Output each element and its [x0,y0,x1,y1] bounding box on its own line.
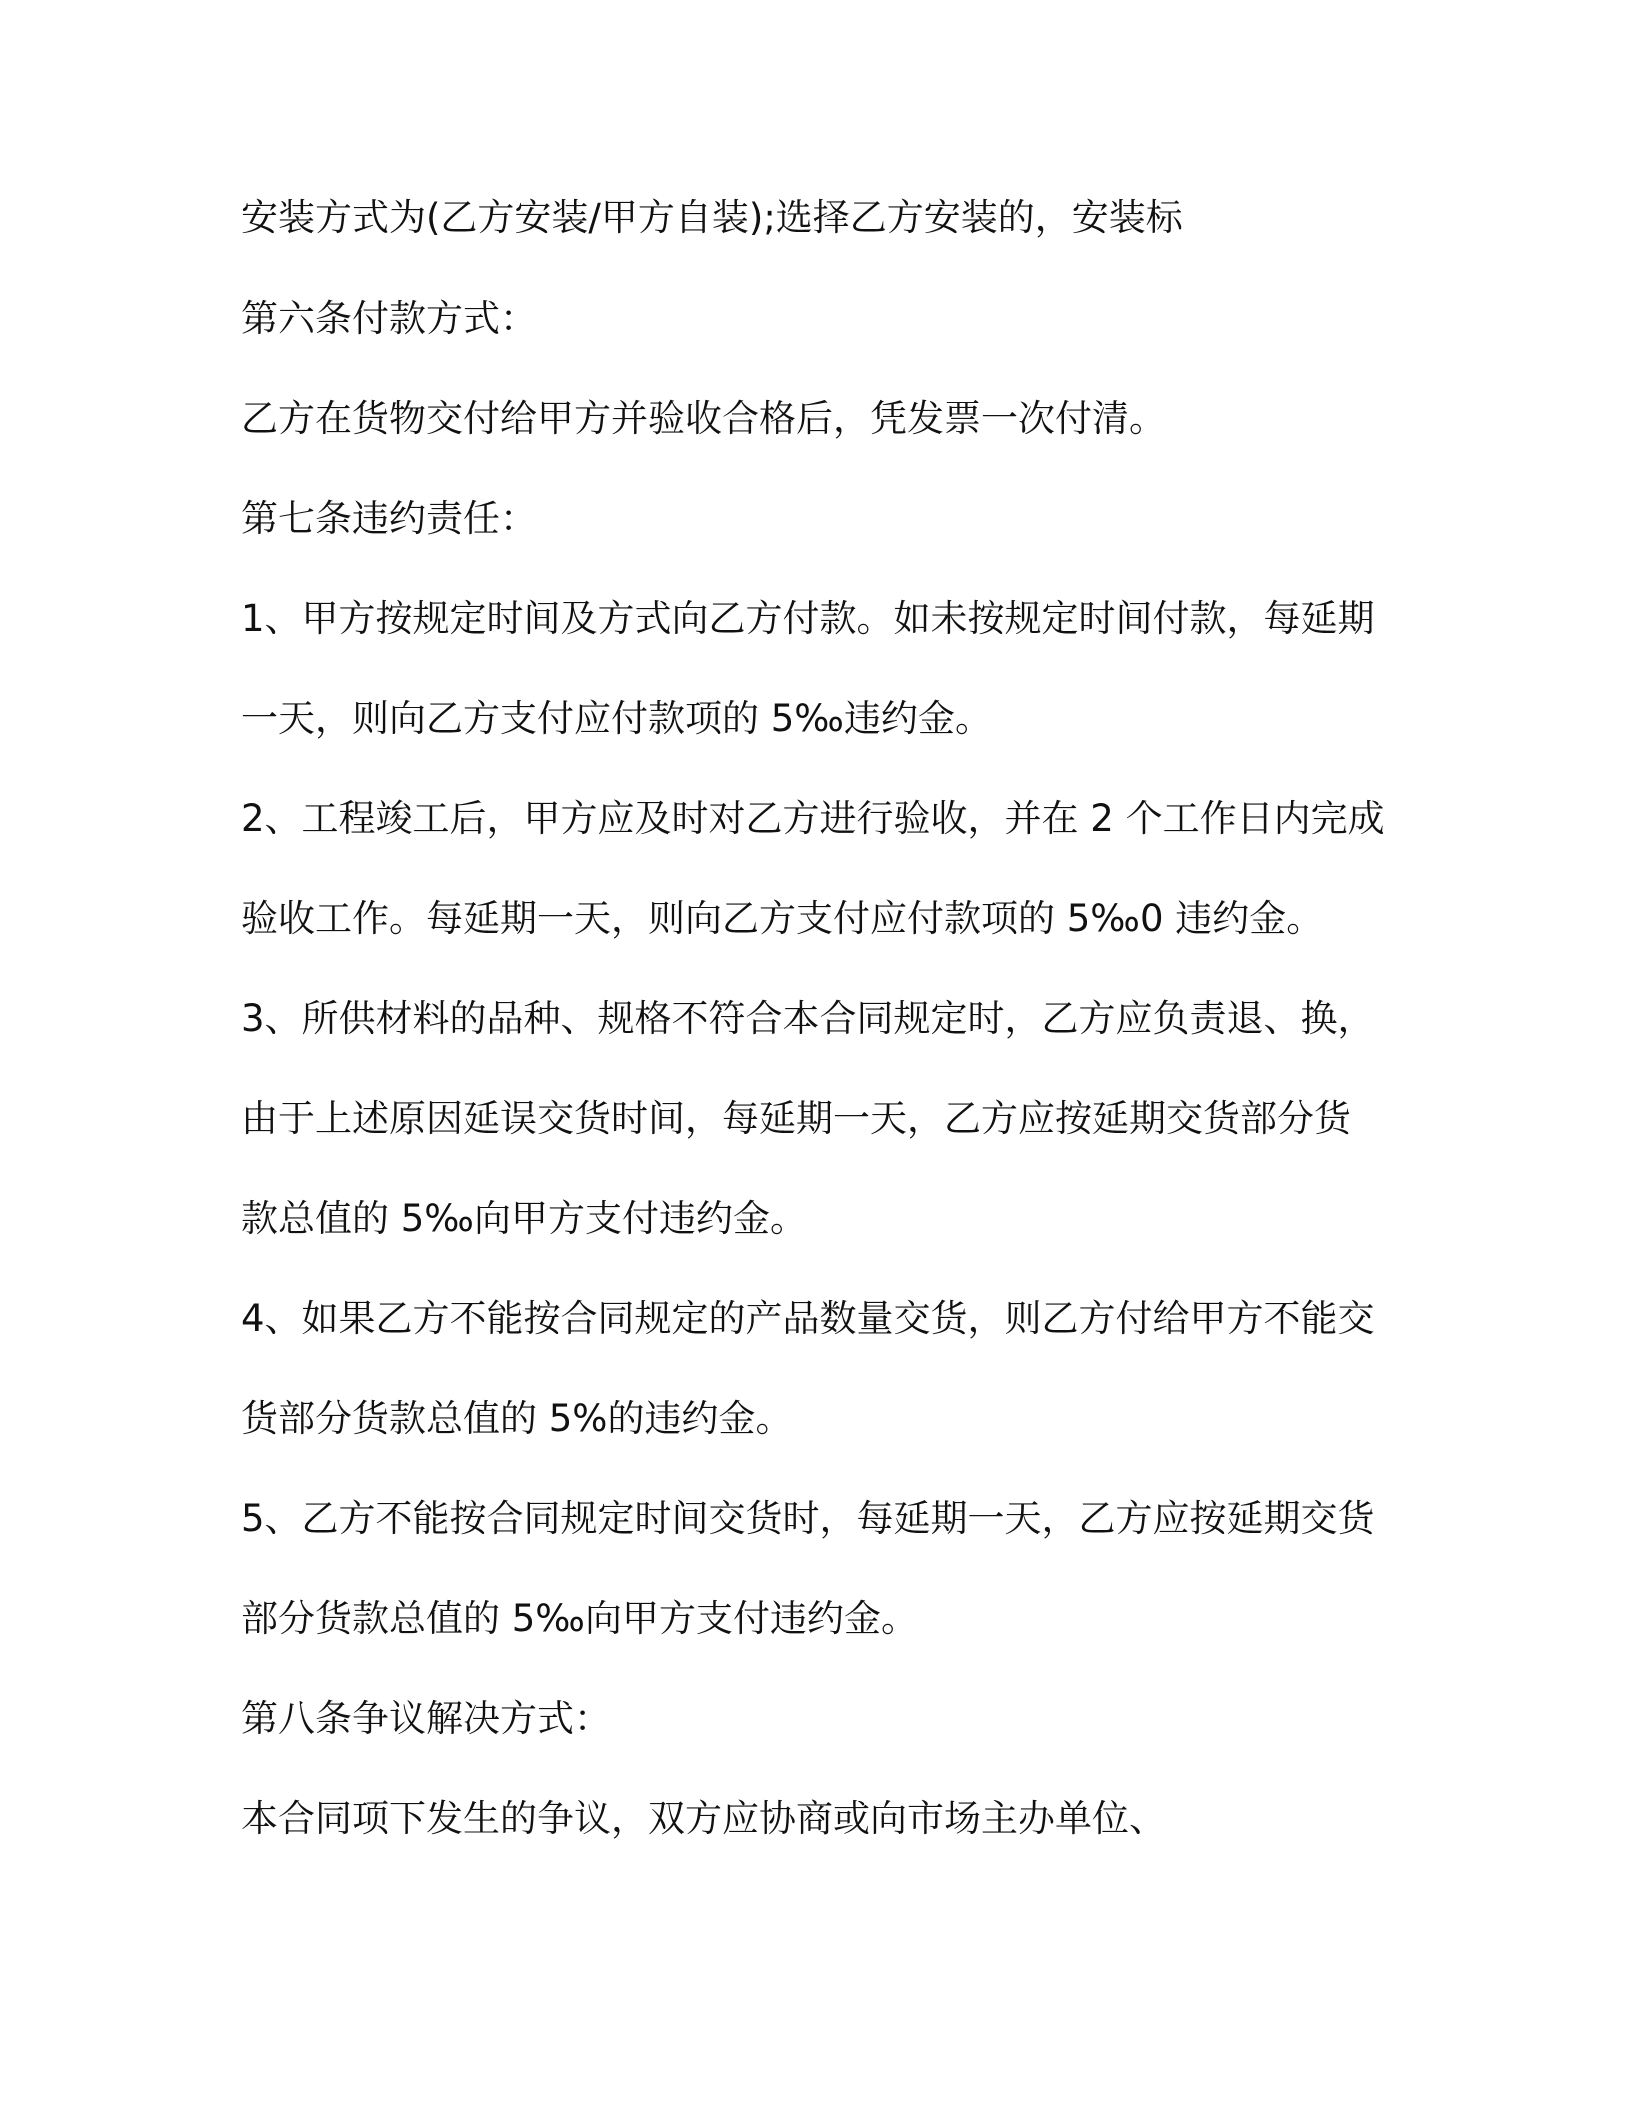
heading-article-7: 第七条违约责任： [241,497,537,540]
text-line-clause-4a: 4、如果乙方不能按合同规定的产品数量交货，则乙方付给甲方不能交 [241,1297,1375,1340]
heading-article-8: 第八条争议解决方式： [241,1697,611,1740]
text-line-clause-5b: 部分货款总值的 5‰向甲方支付违约金。 [241,1597,918,1640]
text-line-clause-3b: 由于上述原因延误交货时间，每延期一天，乙方应按延期交货部分货 [241,1097,1351,1140]
text-line-dispute: 本合同项下发生的争议，双方应协商或向市场主办单位、 [241,1797,1166,1840]
text-line-clause-3a: 3、所供材料的品种、规格不符合本合同规定时，乙方应负责退、换， [241,997,1375,1040]
text-line-clause-2b: 验收工作。每延期一天，则向乙方支付应付款项的 5‰0 违约金。 [241,897,1324,940]
text-line-clause-5a: 5、乙方不能按合同规定时间交货时，每延期一天，乙方应按延期交货 [241,1497,1375,1540]
text-line-clause-4b: 货部分货款总值的 5%的违约金。 [241,1397,793,1440]
text-line-install-method: 安装方式为(乙方安装/甲方自装);选择乙方安装的，安装标 [241,196,1183,239]
text-line-clause-2a: 2、工程竣工后，甲方应及时对乙方进行验收，并在 2 个工作日内完成 [241,797,1385,840]
heading-article-6: 第六条付款方式： [241,297,537,340]
text-line-clause-3c: 款总值的 5‰向甲方支付违约金。 [241,1197,807,1240]
text-line-clause-1b: 一天，则向乙方支付应付款项的 5‰违约金。 [241,697,992,740]
text-line-payment: 乙方在货物交付给甲方并验收合格后，凭发票一次付清。 [241,397,1166,440]
text-line-clause-1a: 1、甲方按规定时间及方式向乙方付款。如未按规定时间付款，每延期 [241,597,1375,640]
